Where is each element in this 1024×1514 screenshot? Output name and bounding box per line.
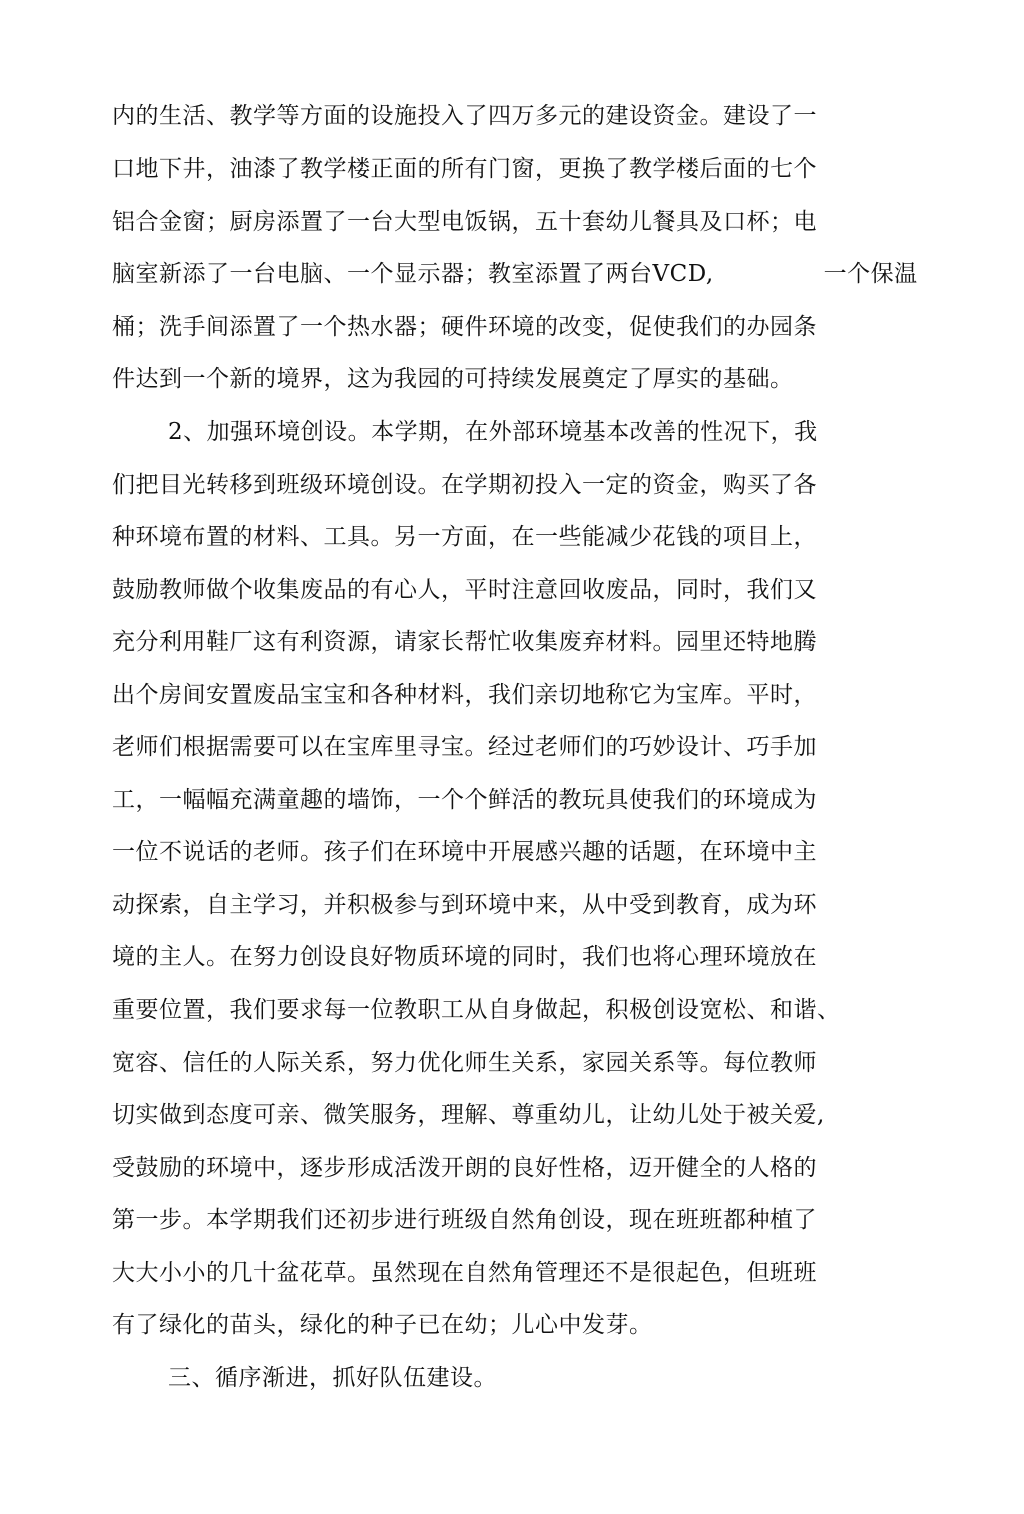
paragraph-line: 有了绿化的苗头，绿化的种子已在幼；儿心中发芽。 (112, 1312, 653, 1338)
paragraph-line: 们把目光转移到班级环境创设。在学期初投入一定的资金，购买了各 (112, 472, 817, 498)
paragraph-line: 动探索，自主学习，并积极参与到环境中来，从中受到教育，成为环 (112, 892, 817, 918)
paragraph-line (112, 259, 918, 289)
section-heading: 三、循序渐进，抓好队伍建设。 (168, 1365, 497, 1391)
paragraph-line: 桶；洗手间添置了一个热水器；硬件环境的改变，促使我们的办园条 (112, 314, 817, 340)
paragraph-line: 境的主人。在努力创设良好物质环境的同时，我们也将心理环境放在 (112, 944, 817, 970)
paragraph-line: 内的生活、教学等方面的设施投入了四万多元的建设资金。建设了一 (112, 103, 817, 129)
paragraph-line: 切实做到态度可亲、微笑服务，理解、尊重幼儿，让幼儿处于被关爱, (112, 1102, 825, 1128)
paragraph-line: 受鼓励的环境中，逐步形成活泼开朗的良好性格，迈开健全的人格的 (112, 1155, 817, 1181)
paragraph-line: 重要位置，我们要求每一位教职工从自身做起，积极创设宽松、和谐、 (112, 997, 841, 1023)
paragraph-line: 2、加强环境创设。本学期，在外部环境基本改善的性况下，我 (168, 419, 818, 445)
paragraph-line: 宽容、信任的人际关系，努力优化师生关系，家园关系等。每位教师 (112, 1050, 817, 1076)
paragraph-line: 一位不说话的老师。孩子们在环境中开展感兴趣的话题，在环境中主 (112, 839, 817, 865)
paragraph-line: 铝合金窗；厨房添置了一台大型电饭锅，五十套幼儿餐具及口杯；电 (112, 209, 817, 235)
paragraph-line: 老师们根据需要可以在宝库里寻宝。经过老师们的巧妙设计、巧手加 (112, 734, 817, 760)
paragraph-line-part: 一个保温 (823, 261, 918, 287)
paragraph-line: 充分利用鞋厂这有利资源，请家长帮忙收集废弃材料。园里还特地腾 (112, 629, 817, 655)
paragraph-line: 工，一幅幅充满童趣的墙饰，一个个鲜活的教玩具使我们的环境成为 (112, 787, 817, 813)
paragraph-line: 种环境布置的材料、工具。另一方面，在一些能减少花钱的项目上， (112, 524, 817, 550)
paragraph-line: 出个房间安置废品宝宝和各种材料，我们亲切地称它为宝库。平时， (112, 682, 817, 708)
paragraph-line: 鼓励教师做个收集废品的有心人，平时注意回收废品，同时，我们又 (112, 577, 817, 603)
paragraph-line: 大大小小的几十盆花草。虽然现在自然角管理还不是很起色，但班班 (112, 1260, 817, 1286)
paragraph-line: 件达到一个新的境界，这为我园的可持续发展奠定了厚实的基础。 (112, 366, 794, 392)
paragraph-line-part: 脑室新添了一台电脑、一个显示器；教室添置了两台VCD, (112, 261, 714, 287)
paragraph-line: 口地下井，油漆了教学楼正面的所有门窗，更换了教学楼后面的七个 (112, 156, 817, 182)
paragraph-line: 第一步。本学期我们还初步进行班级自然角创设，现在班班都种植了 (112, 1207, 817, 1233)
